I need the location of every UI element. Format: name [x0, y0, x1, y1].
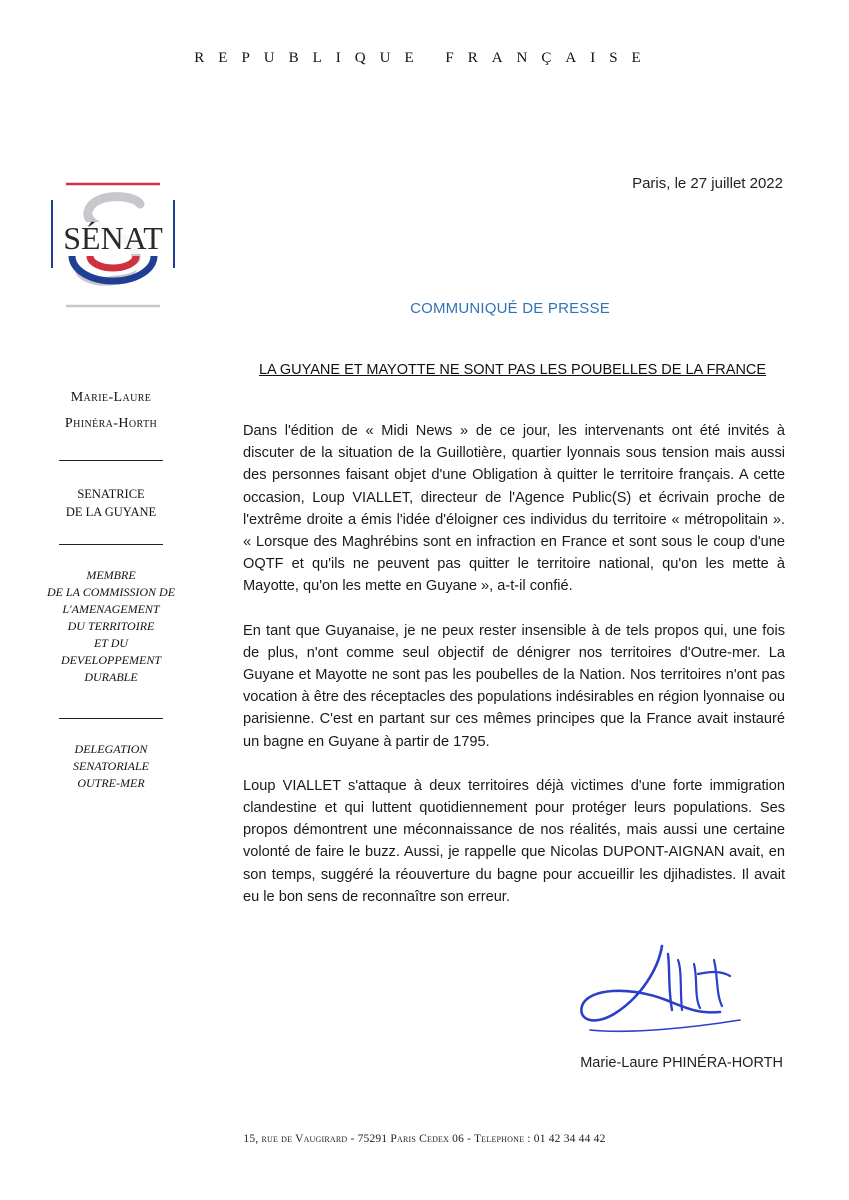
sidebar-name-line2: Phinéra-Horth: [64, 416, 158, 431]
sidebar-role-line2: DE LA GUYANE: [65, 505, 157, 519]
sidebar-commission-line: DEVELOPPEMENT: [61, 653, 161, 667]
sidebar-commission-line: DU TERRITOIRE: [67, 619, 155, 633]
senat-logo-text: SÉNAT: [63, 220, 163, 256]
sidebar-role-line1: SENATRICE: [77, 487, 145, 501]
sidebar-commission-line: L'AMENAGEMENT: [62, 602, 160, 616]
press-body: [243, 420, 785, 930]
press-headline: LA GUYANE ET MAYOTTE NE SONT PAS LES POUBELLES DE LA FRANCE: [258, 362, 767, 378]
sidebar-commission-line: MEMBRE: [86, 568, 136, 582]
sidebar-commission-line: DE LA COMMISSION DE: [46, 585, 176, 599]
sidebar: [26, 385, 196, 792]
sidebar-delegation-line: OUTRE-MER: [77, 776, 145, 790]
handwritten-signature: [570, 940, 750, 1050]
body-paragraph: En tant que Guyanaise, je ne peux rester insensible à de tels propos qui, une fois de plus, n'ont comme seul objectif de dénigrer nos territoires d'Outre-mer. La Guyane et Mayotte ne sont pas les poubelles de la Nation. Nos territoires n'ont pas vocation à être des réceptacles des populations indésirables en région lyonnaise ou parisienne. C'est en partant sur ces mêmes principes que la France avait instauré un bagne en Guyane à partir de 1795.: [243, 622, 785, 750]
sidebar-delegation-line: SENATORIALE: [72, 759, 149, 773]
sidebar-delegation-line: DELEGATION: [74, 742, 148, 756]
footer-address: 15, rue de Vaugirard - 75291 Paris Cedex 06 - Telephone : 01 42 34 44 42: [243, 1133, 606, 1145]
senat-logo: [50, 182, 176, 308]
sidebar-commission-line: ET DU: [93, 636, 129, 650]
document-date: Paris, le 27 juillet 2022: [632, 175, 783, 192]
republique-francaise-header: REPUBLIQUE FRANÇAISE: [194, 50, 655, 66]
sidebar-name-line1: Marie-Laure: [70, 390, 152, 405]
sidebar-commission-line: DURABLE: [84, 670, 138, 684]
body-paragraph: Dans l'édition de « Midi News » de ce jour, les intervenants ont été invités à discuter de la situation de la Guillotière, quartier lyonnais sous tension mais aussi des personnes faisant objet d'une Obligation à quitter le territoire français. A cette occasion, Loup VIALLET, directeur de l'Agence Public(S) et écrivain proche de l'extrême droite a émis l'idée d'éloigner ces individus du territoire « métropolitain ». « Lorsque des Maghrébins sont en infraction en France et sont sous le coup d'une OQTF et qu'ils ne peuvent pas quitter le territoire national, qu'on les mette à Mayotte, qu'on les mette en Guyane », a-t-il confié.: [243, 423, 785, 595]
signer-name: Marie-Laure PHINÉRA-HORTH: [580, 1055, 783, 1071]
press-release-label: COMMUNIQUÉ DE PRESSE: [410, 300, 610, 317]
body-paragraph: Loup VIALLET s'attaque à deux territoires déjà victimes d'une forte immigration clandestine et qui luttent quotidiennement pour protéger leurs populations. Ses propos démontrent une méconnaissance de nos réalités, mais aussi une certaine volonté de faire le buzz. Aussi, je rappelle que Nicolas DUPONT-AIGNAN avait, en son temps, suggéré la réouverture du bagne pour accueillir les djihadistes. Il avait eu le bon sens de reconnaître son erreur.: [243, 777, 785, 905]
